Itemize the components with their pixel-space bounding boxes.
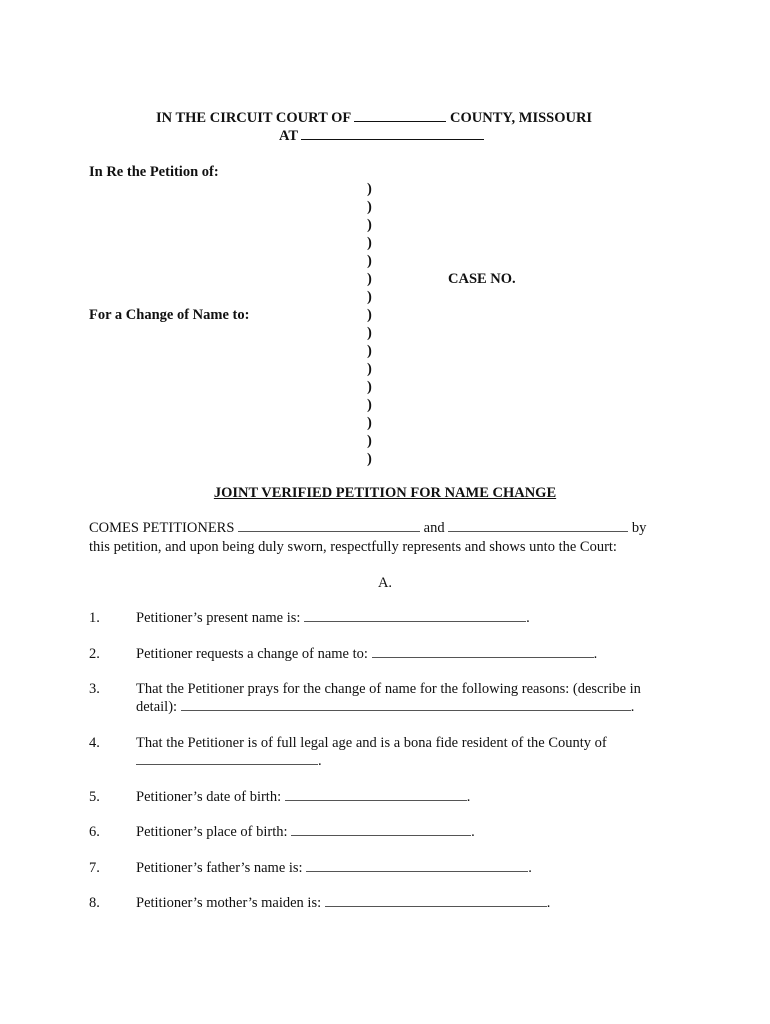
paren: ) (367, 343, 372, 359)
court-header-suffix: COUNTY, MISSOURI (450, 110, 593, 126)
paren: ) (367, 379, 372, 395)
section-label: A. (377, 575, 393, 591)
item-text: That the Petitioner is of full legal age and is a bona fide resident of the County of (136, 735, 607, 751)
petitioner2-blank[interactable] (448, 530, 628, 532)
intro-and: and (423, 520, 445, 536)
paren: ) (367, 289, 372, 305)
father-name-blank[interactable] (306, 870, 528, 872)
court-location-prefix: AT (279, 128, 298, 144)
item-number: 4. (89, 735, 100, 751)
item-number: 6. (89, 824, 100, 840)
court-location-blank[interactable] (301, 138, 484, 140)
paren: ) (367, 433, 372, 449)
paren: ) (367, 451, 372, 467)
court-header-line2 (279, 128, 484, 145)
mother-maiden-name-blank[interactable] (325, 905, 547, 907)
item-text: Petitioner requests a change of name to: (136, 646, 368, 662)
item-number: 2. (89, 646, 100, 662)
paren: ) (367, 253, 372, 269)
intro-prefix: COMES PETITIONERS (89, 520, 235, 536)
petitioner1-blank[interactable] (238, 530, 420, 532)
item-number: 8. (89, 895, 100, 911)
paren: ) (367, 397, 372, 413)
place-of-birth-blank[interactable] (291, 834, 471, 836)
caption-parentheses (367, 180, 379, 468)
item-text: Petitioner’s place of birth: (136, 824, 288, 840)
case-no-label: CASE NO. (448, 271, 516, 287)
paren: ) (367, 181, 372, 197)
paren: ) (367, 235, 372, 251)
document-title: JOINT VERIFIED PETITION FOR NAME CHANGE (213, 485, 557, 501)
intro-line1 (89, 520, 646, 537)
item-number: 5. (89, 789, 100, 805)
item-text: Petitioner’s present name is: (136, 610, 301, 626)
paren: ) (367, 217, 372, 233)
item-number: 1. (89, 610, 100, 626)
requested-name-blank[interactable] (372, 656, 594, 658)
paren: ) (367, 199, 372, 215)
court-header-prefix: IN THE CIRCUIT COURT OF (156, 110, 351, 126)
item-number: 3. (89, 681, 100, 697)
present-name-blank[interactable] (304, 620, 526, 622)
item-text: That the Petitioner prays for the change of name for the following reasons: (describe in (136, 681, 641, 697)
item-text: Petitioner’s father’s name is: (136, 860, 303, 876)
item-text: Petitioner’s mother’s maiden is: (136, 895, 322, 911)
item-text: Petitioner’s date of birth: (136, 789, 282, 805)
paren: ) (367, 271, 372, 287)
in-re-label: In Re the Petition of: (89, 164, 219, 180)
item-number: 7. (89, 860, 100, 876)
county-residence-blank[interactable] (136, 763, 318, 765)
change-to-label: For a Change of Name to: (89, 307, 250, 323)
paren: ) (367, 325, 372, 341)
item-text-continued: detail): (136, 699, 178, 715)
intro-by: by (631, 520, 647, 536)
paren: ) (367, 361, 372, 377)
reasons-blank[interactable] (181, 709, 631, 711)
paren: ) (367, 307, 372, 323)
date-of-birth-blank[interactable] (285, 799, 467, 801)
intro-line2: this petition, and upon being duly sworn, respectfully represents and shows unto the Court: (89, 539, 617, 555)
court-header-line1 (156, 110, 592, 127)
paren: ) (367, 415, 372, 431)
county-blank[interactable] (354, 120, 446, 122)
